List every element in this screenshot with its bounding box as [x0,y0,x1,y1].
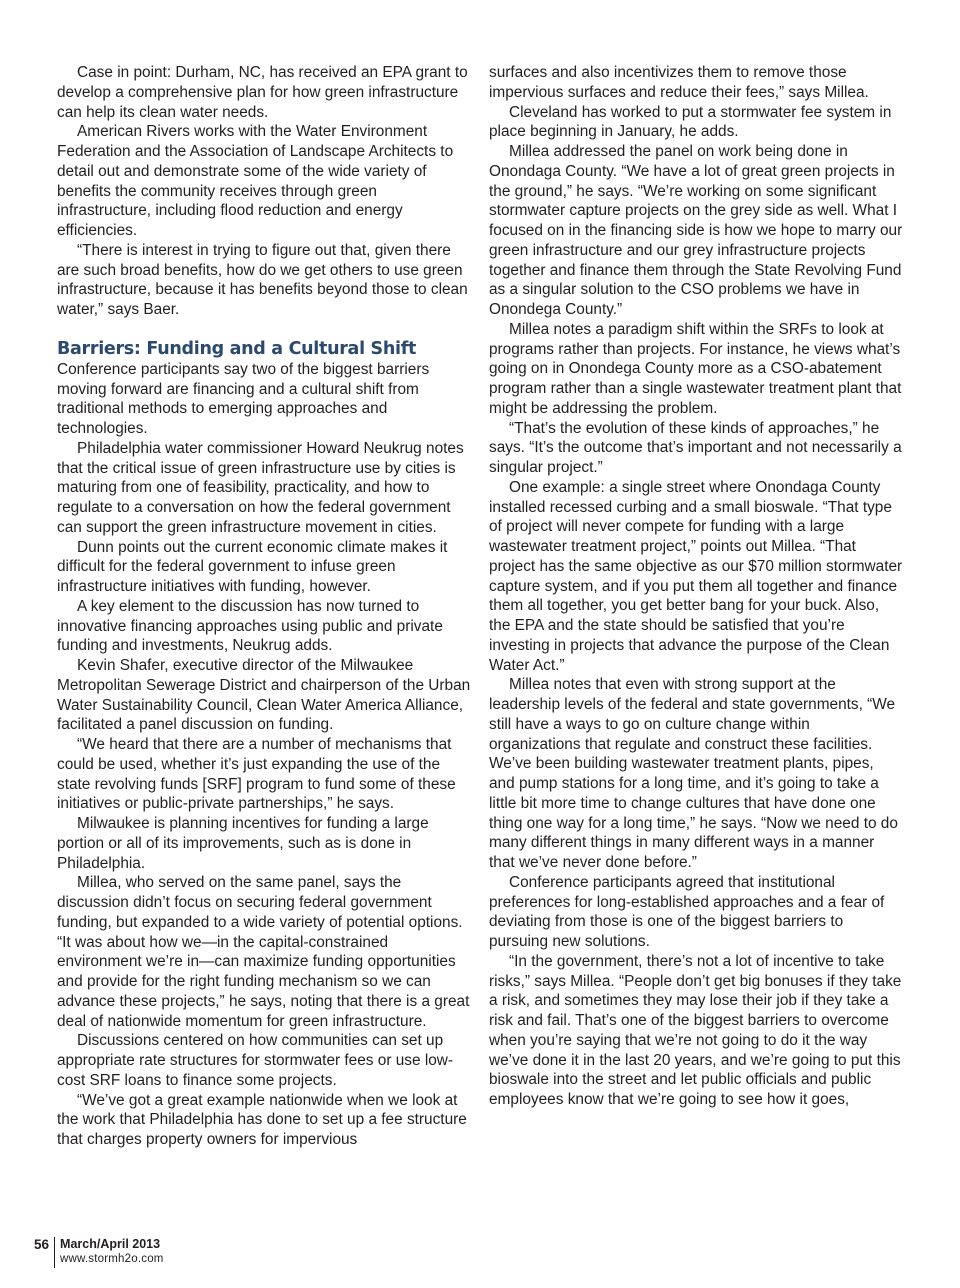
paragraph: “That’s the evolution of these kinds of approaches,” he says. “It’s the outcome that’s important and not necessarily a singular project.” [489,419,902,476]
paragraph: Conference participants agreed that institutional preferences for long-established approaches and a fear of deviating from those is one of the biggest barriers to pursuing new solutions. [489,873,885,950]
paragraph: Millea, who served on the same panel, says the discussion didn’t focus on securing federal government funding, but expanded to a wide variety of potential options. “It was about how we—in the capital-constrained environment we’re in—can maximize funding opportunities and provide for the right funding mechanism so we can advance these projects,” he says, noting that there is a great deal of nationwide momentum for green infrastructure. [57,874,470,1030]
page-footer [34,1236,164,1268]
paragraph: One example: a single street where Onondaga County installed recessed curbing and a small bioswale. “That type of project will never compete for funding with a large wastewater treatment project,” points out Millea. “That project has the same objective as our $70 million stormwater capture system, and if you put them all together and finance them all together, you get better bang for your buck. Also, the EPA and the state should be satisfied that you’re investing in projects that advance the purpose of the Clean Water Act.” [489,478,903,674]
paragraph: Discussions centered on how communities can set up appropriate rate structures for stormwater fees or use low-cost SRF loans to finance some projects. [57,1032,454,1089]
paragraph: Millea notes a paradigm shift within the SRFs to look at programs rather than projects. For instance, he views what’s going on in Onondega County more as a CSO-abatement program rather than a single wastewater treatment plant that might be addressing the problem. [489,320,902,417]
page-number: 56 [34,1237,50,1252]
paragraph: Conference participants say two of the biggest barriers moving forward are financing and a cultural shift from traditional methods to emerging approaches and technologies. [57,360,430,437]
paragraph: Philadelphia water commissioner Howard Neukrug notes that the critical issue of green infrastructure use by cities is maturing from one of feasibility, practicality, and how to regulate to a conversation on how the federal government can support the green infrastructure movement in cities. [57,439,464,536]
paragraph: Case in point: Durham, NC, has received an EPA grant to develop a comprehensive plan for how green infrastructure can help its clean water needs. [57,64,468,121]
website-link[interactable]: www.stormh2o.com [60,1253,164,1265]
paragraph: “We heard that there are a number of mechanisms that could be used, whether it’s just expanding the use of the state revolving funds [SRF] program to fund some of these initiatives or public-private partnerships,” he says. [57,736,456,813]
paragraph: American Rivers works with the Water Environment Federation and the Association of Landscape Architects to detail out and demonstrate some of the wide variety of benefits the community receives through green infrastructure, including flood reduction and energy efficiencies. [57,123,454,239]
paragraph: surfaces and also incentivizes them to remove those impervious surfaces and reduce their fees,” says Millea. [489,64,869,101]
paragraph: Millea notes that even with strong support at the leadership levels of the federal and state governments, “We still have a ways to go on culture change within organizations that regulate and construct these facilities. We’ve been building wastewater treatment plants, pipes, and pump stations for a long time, and it’s going to take a little bit more time to change cultures that have done one thing one way for a long time,” he says. “Now we need to do many different things in many different ways in a manner that we’ve never done before.” [489,676,898,871]
section-heading: Barriers: Funding and a Cultural Shift [57,338,417,359]
paragraph: Milwaukee is planning incentives for funding a large portion or all of its improvements, such as is done in Philadelphia. [57,815,429,872]
paragraph: Kevin Shafer, executive director of the Milwaukee Metropolitan Sewerage District and chairperson of the Urban Water Sustainability Council, Clean Water America Alliance, facilitated a panel discussion on funding. [57,657,471,734]
paragraph: Dunn points out the current economic climate makes it difficult for the federal government to infuse green infrastructure initiatives with funding, however. [57,538,448,595]
paragraph: “We’ve got a great example nationwide when we look at the work that Philadelphia has done to set up a fee structure that charges property owners for impervious [57,1091,467,1148]
paragraph: Millea addressed the panel on work being done in Onondaga County. “We have a lot of great green projects in the ground,” he says. “We’re working on some significant stormwater capture projects on the grey side as well. What I focused on in the financing side is how we hope to marry our green infrastructure and our grey infrastructure projects together and finance them through the State Revolving Fund as a singular solution to the CSO problems we have in Onondega County.” [489,143,903,318]
paragraph: “In the government, there’s not a lot of incentive to take risks,” says Millea. “People don’t get big bonuses if they take a risk, and sometimes they may lose their job if they take a risk and fail. That’s one of the biggest barriers to overcome when you’re saying that we’re not going to do it the way we’ve done it in the last 20 years, and we’re going to put this bioswale into the street and let public officials and public employees know that we’re going to see how it goes, [489,952,902,1108]
footer-info [60,1236,164,1267]
right-column [489,63,903,1110]
issue-date: March/April 2013 [60,1237,161,1251]
paragraph: Cleveland has worked to put a stormwater fee system in place beginning in January, he adds. [489,103,892,141]
paragraph: “There is interest in trying to figure out that, given there are such broad benefits, how do we get others to use green infrastructure, because it has benefits beyond those to clean water,” says Baer. [57,241,468,318]
left-column [57,63,471,1150]
paragraph: A key element to the discussion has now turned to innovative financing approaches using public and private funding and investments, Neukrug adds. [57,597,443,655]
footer-divider [54,1237,55,1268]
